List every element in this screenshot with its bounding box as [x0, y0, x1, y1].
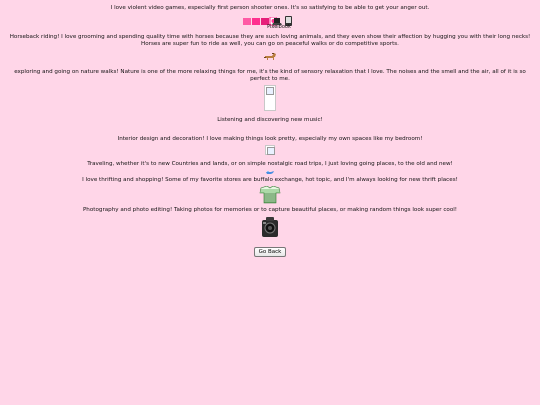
back-button-wrap	[6, 239, 534, 257]
horse-row	[6, 51, 534, 63]
hobby-design-text: Interior design and decoration! I love making things look pretty, especially my own spaces like my bedroom!	[117, 136, 423, 142]
small-broken-image-icon	[265, 145, 275, 155]
hobby-thrift-text: I love thrifting and shopping! Some of my favorite stores are buffalo exchange, hot topic, and I'm always looking for new thrift places!	[82, 177, 458, 183]
hobby-photo-text: Photography and photo editing! Taking photos for memories or to capture beautiful places, or making random things look super cool!	[82, 207, 458, 213]
striped-clothes-icon	[259, 186, 281, 204]
hobby-horses-text: Horseback riding! I love grooming and spending quality time with horses because they are such loving animals, and they even show their affection by hugging you with their long necks! Horses are super fun to ride as well, you can go on peaceful walks or do competitive sports.	[9, 34, 531, 47]
hobby-games-text: I love violent video games, especially first person shooter ones. It's so satisfying to be able to get your anger out.	[110, 5, 430, 11]
pixelbook-label: Pixelbook	[267, 24, 291, 30]
pixelbook-label-row	[24, 24, 534, 31]
hobby-travel-text: Traveling, whether it's to new Countries and lands, or on simple nostalgic road trips, I just loving going places, to the old and new!	[87, 161, 453, 167]
clothes-row	[6, 186, 534, 204]
broken-image-row	[6, 85, 534, 111]
small-broken-row	[6, 145, 534, 155]
horse-icon	[262, 51, 278, 63]
blue-bird-icon	[266, 170, 274, 175]
camera-icon	[261, 217, 279, 239]
broken-image-icon	[264, 85, 276, 111]
hobby-music-text: Listening and discovering new music!	[217, 117, 323, 123]
camera-row	[6, 217, 534, 239]
hobby-nature-text: exploring and going on nature walks! Nature is one of the more relaxing things for me, it's the kind of sensory relaxation that I love. The noises and the smell and the air, all of it is so perfect to me.	[14, 69, 526, 82]
go-back-button[interactable]: Go Back	[254, 247, 287, 257]
